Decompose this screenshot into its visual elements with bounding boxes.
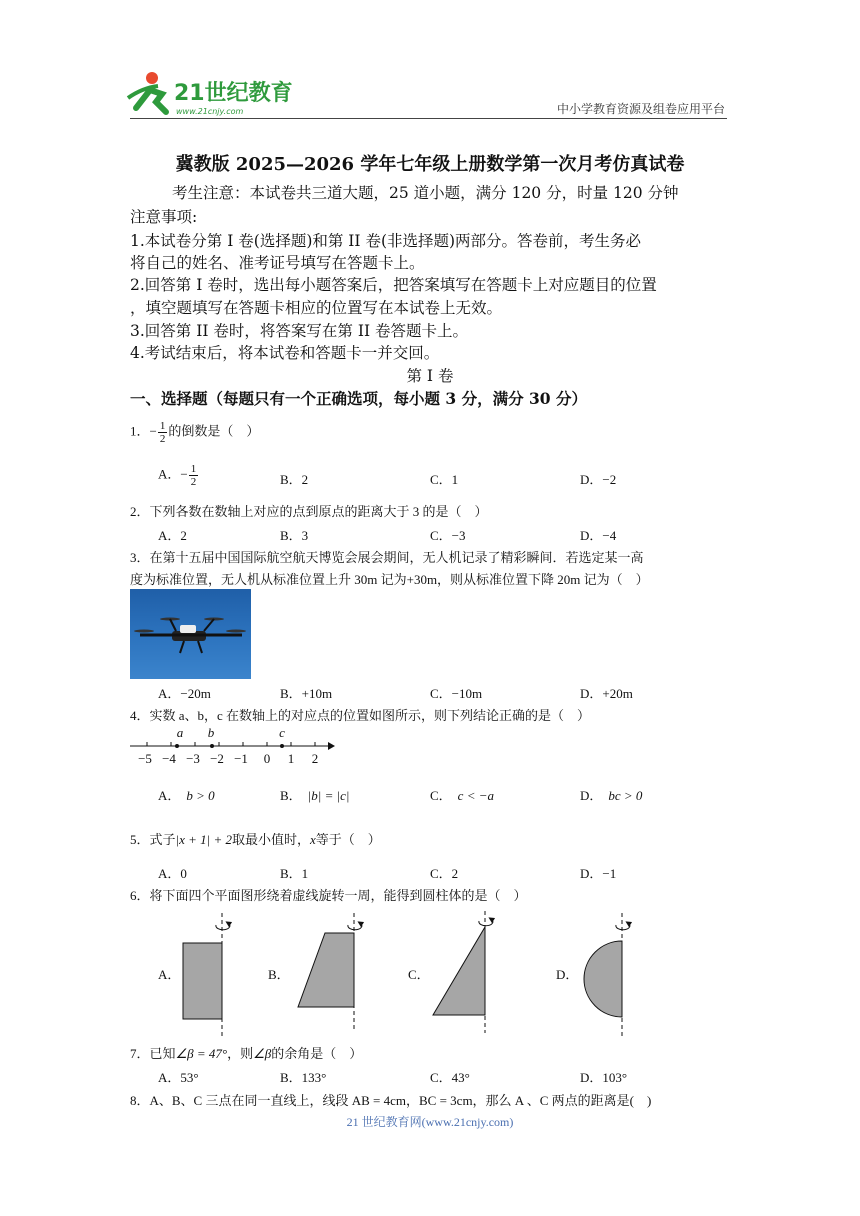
q5-option-c: C．2 — [430, 866, 459, 881]
point-a — [175, 744, 179, 748]
q1-number: 1． — [130, 423, 150, 439]
q1-option-c: C．1 — [430, 472, 459, 487]
question-5: 5．式子|x + 1| + 2取最小值时，x等于（ ） — [130, 832, 381, 847]
q2-option-b: B．3 — [280, 528, 309, 543]
trapezoid-figure — [298, 913, 362, 1031]
notice-item1a: 1.本试卷分第 I 卷(选择题)和第 II 卷(非选择题)两部分。答卷前，考生务必 — [130, 232, 642, 250]
q1-fraction: $\frac{1}{2}$ — [159, 420, 166, 445]
q4-option-d: D． bc > 0 — [580, 788, 643, 803]
rotate-icon — [216, 923, 230, 930]
q6-option-a: A． — [158, 967, 181, 982]
number-line — [130, 724, 335, 766]
logo-url: www.21cnjy.com — [176, 107, 244, 116]
logo-text: 21世纪教育 — [174, 81, 292, 106]
notice-item3: 3.回答第 II 卷时，将答案写在第 II 卷答题卡上。 — [130, 322, 468, 340]
question-1 — [130, 420, 259, 445]
q4-option-c: C． c < −a — [430, 788, 494, 803]
tick-label: 0 — [263, 751, 271, 766]
q1-option-d: D．−2 — [580, 472, 617, 487]
q3-option-d: D．+20m — [580, 686, 633, 701]
tick-label: −5 — [138, 751, 152, 766]
footer: 21 世纪教育网(www.21cnjy.com) — [346, 1115, 514, 1129]
runner-logo-icon — [122, 68, 292, 120]
q7-option-a: A．53° — [158, 1070, 199, 1085]
q2-option-c: C．−3 — [430, 528, 466, 543]
point-b — [210, 744, 214, 748]
q1-text: 的倒数是（ ） — [168, 423, 260, 439]
rotate-icon — [616, 923, 630, 930]
header-divider — [130, 118, 727, 119]
q5-option-b: B．1 — [280, 866, 309, 881]
rectangle-figure — [183, 913, 230, 1037]
q6-option-c: C． — [408, 967, 430, 982]
q6-option-d: D． — [556, 967, 579, 982]
q7-option-b: B．133° — [280, 1070, 327, 1085]
q3-option-c: C．−10m — [430, 686, 483, 701]
label-b: b — [207, 725, 215, 740]
tick-label: −3 — [186, 751, 200, 766]
q5-option-d: D．−1 — [580, 866, 617, 881]
q2-option-a: A．2 — [158, 528, 187, 543]
tick-label: −1 — [234, 751, 248, 766]
question-2: 2．下列各数在数轴上对应的点到原点的距离大于 3 的是（ ） — [130, 504, 488, 519]
q3-option-b: B．+10m — [280, 686, 333, 701]
notice-line2: 注意事项: — [130, 208, 198, 226]
q4-option-a: A． b > 0 — [158, 788, 215, 803]
label-a: a — [176, 725, 184, 740]
q5-option-a: A．0 — [158, 866, 187, 881]
point-c — [280, 744, 284, 748]
q7-option-c: C．43° — [430, 1070, 470, 1085]
label-c: c — [279, 725, 285, 740]
q1-option-a: A．− $\frac{1}{2}$ — [158, 463, 197, 488]
tick-label: 1 — [287, 751, 295, 766]
q4-option-b: B． |b| = |c| — [280, 788, 350, 803]
notice-item4: 4.考试结束后，将本试卷和答题卡一并交回。 — [130, 344, 440, 362]
notice-line1: 考生注意：本试卷共三道大题，25 道小题，满分 120 分，时量 120 分钟 — [172, 184, 679, 202]
header-slogan: 中小学教育资源及组卷应用平台 — [556, 102, 725, 116]
tick-label: 2 — [311, 751, 319, 766]
section-title: 一、选择题（每题只有一个正确选项，每小题 3 分，满分 30 分） — [130, 389, 587, 408]
rotate-icon — [348, 923, 362, 930]
question-3-line1: 3．在第十五届中国国际航空航天博览会展会期间，无人机记录了精彩瞬间．若选定某一高 — [130, 550, 644, 565]
logo — [122, 68, 292, 120]
q1-minus: − — [149, 423, 157, 439]
part-title: 第 I 卷 — [406, 367, 454, 385]
drone-photo — [130, 589, 251, 679]
page-title: 冀教版 2025—2026 学年七年级上册数学第一次月考仿真试卷 — [175, 154, 685, 175]
notice-item2b: ，填空题填写在答题卡相应的位置写在本试卷上无效。 — [130, 299, 503, 317]
question-6: 6．将下面四个平面图形绕着虚线旋转一周，能得到圆柱体的是（ ） — [130, 888, 527, 903]
question-3-line2: 度为标准位置，无人机从标准位置上升 30m 记为+30m，则从标准位置下降 20m 记为（ ） — [130, 572, 649, 587]
drone-icon — [130, 589, 251, 679]
question-4: 4．实数 a、b，c 在数轴上的对应点的位置如图所示，则下列结论正确的是（ ） — [130, 708, 591, 723]
question-8: 8．A、B、C 三点在同一直线上，线段 AB = 4cm，BC = 3cm，那么 A 、C 两点的距离是( ) — [130, 1093, 652, 1108]
q7-option-d: D．103° — [580, 1070, 628, 1085]
q1-option-b: B．2 — [280, 472, 309, 487]
rotate-icon — [479, 919, 493, 926]
q6-figures — [0, 905, 860, 1045]
notice-item1b: 将自己的姓名、准考证号填写在答题卡上。 — [130, 254, 425, 272]
triangle-figure — [433, 911, 493, 1033]
q7-expression: ∠β = 47° — [175, 1046, 228, 1061]
q6-option-b: B． — [268, 967, 290, 982]
q2-option-d: D．−4 — [580, 528, 617, 543]
semicircle-figure — [584, 913, 630, 1037]
q3-option-a: A．−20m — [158, 686, 211, 701]
question-7: 7．已知∠β = 47°，则∠β的余角是（ ） — [130, 1046, 363, 1061]
tick-label: −2 — [210, 751, 224, 766]
tick-label: −4 — [162, 751, 176, 766]
notice-item2a: 2.回答第 I 卷时，选出每小题答案后，把答案填写在答题卡上对应题目的位置 — [130, 276, 657, 294]
q5-expression: |x + 1| + 2 — [175, 832, 232, 847]
